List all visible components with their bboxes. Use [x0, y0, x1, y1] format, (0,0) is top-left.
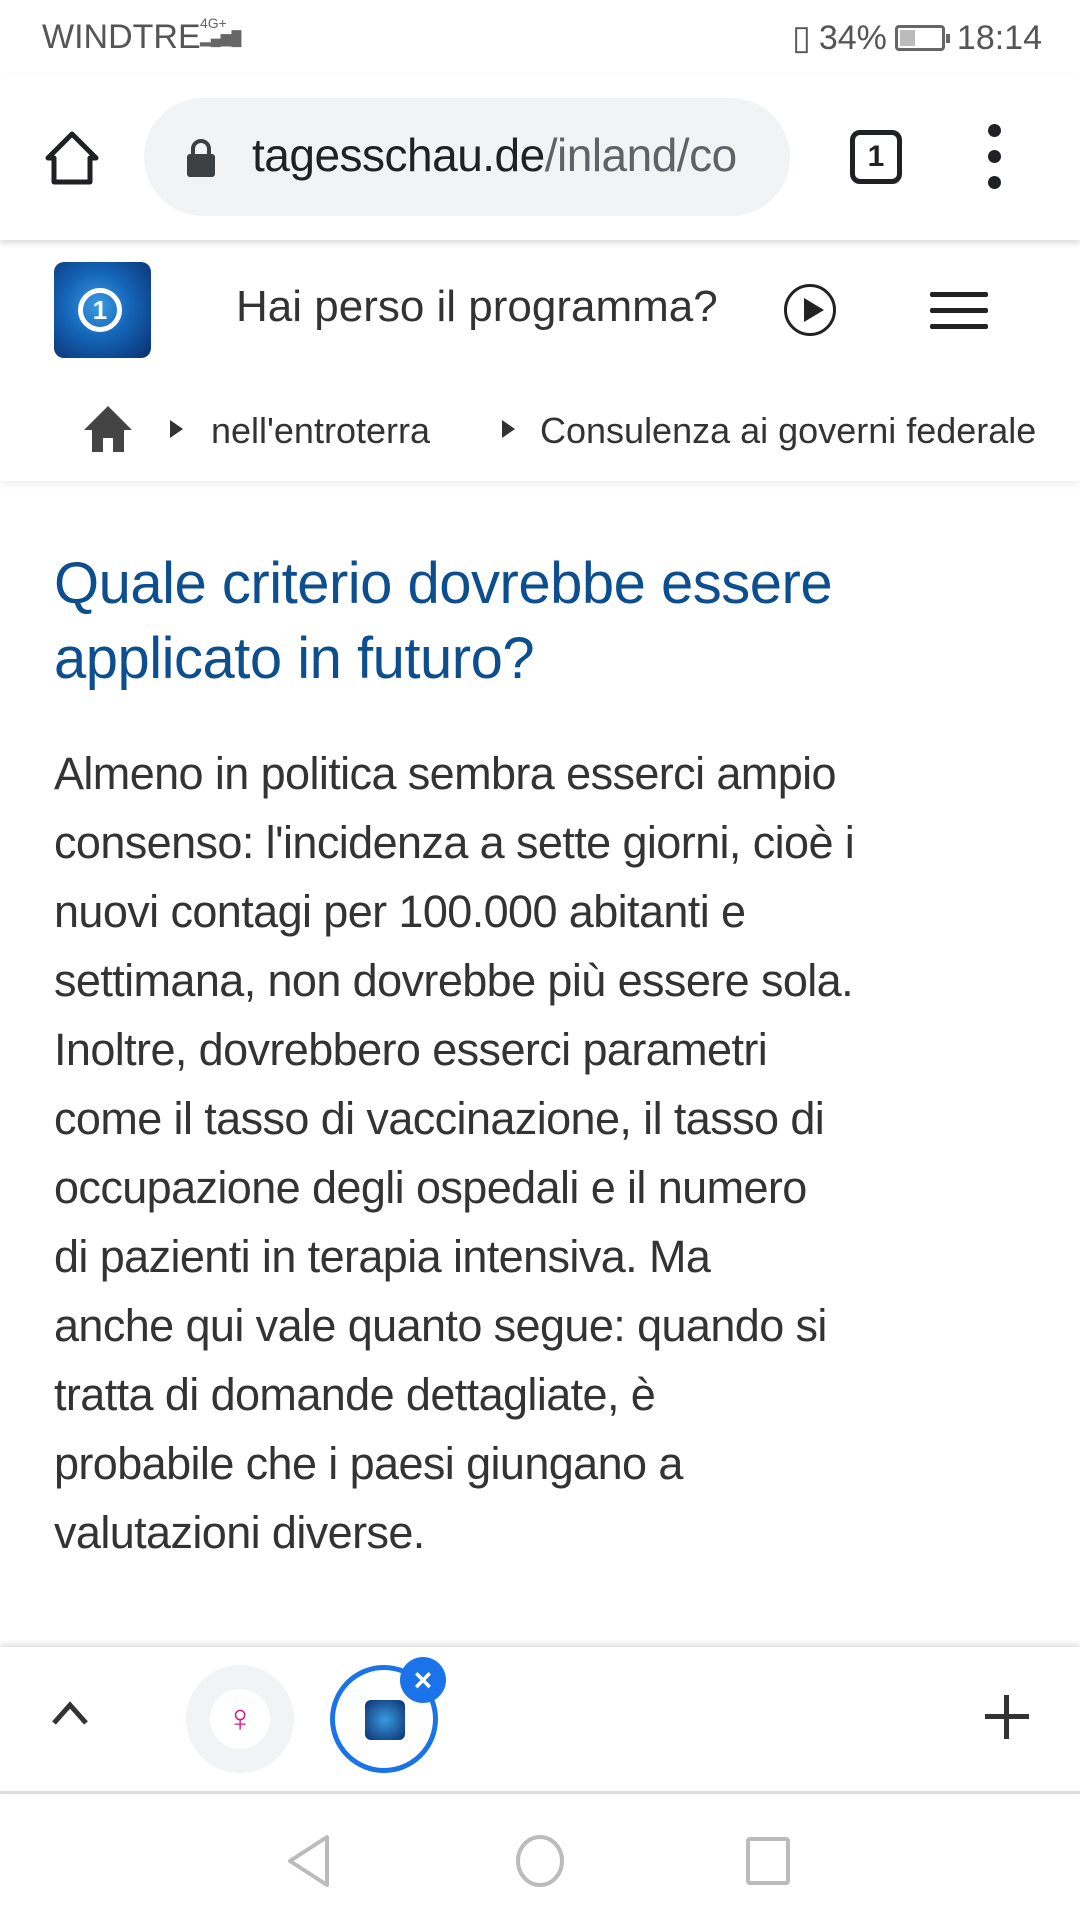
- android-nav-bar: [0, 1797, 1080, 1920]
- lock-icon: [186, 138, 216, 178]
- tab-strip: [0, 1647, 1080, 1794]
- recents-icon[interactable]: [745, 1836, 793, 1886]
- url-host: tagesschau.de: [252, 129, 545, 181]
- tab-switcher-button[interactable]: 1: [850, 130, 902, 184]
- tab-thumbnail[interactable]: [186, 1665, 294, 1773]
- missed-program-link[interactable]: Hai perso il programma?: [236, 282, 718, 331]
- url-bar[interactable]: [144, 98, 790, 216]
- browser-toolbar: [0, 74, 1080, 240]
- clock: 18:14: [956, 18, 1042, 57]
- breadcrumb-item[interactable]: nell'entroterra: [211, 410, 430, 451]
- status-bar: [0, 0, 1080, 74]
- carrier-label: WINDTRE: [42, 18, 201, 56]
- battery-percent: 34%: [818, 18, 887, 57]
- home-circle-icon[interactable]: [514, 1834, 566, 1888]
- tagesschau-favicon-icon: [365, 1700, 405, 1740]
- breadcrumb: [0, 400, 1080, 460]
- breadcrumb-item[interactable]: Consulenza ai governi federale: [540, 410, 1037, 451]
- signal-icon: 4G+ ▂▄▆█: [200, 15, 242, 46]
- chevron-up-icon[interactable]: [50, 1697, 90, 1727]
- chevron-right-icon: [170, 420, 183, 438]
- article-paragraph: Almeno in politica sembra esserci ampio consenso: l'incidenza a sette giorni, cioè i nuovi contagi per 100.000 abitanti e settimana, non dovrebbe più essere sola. Inoltre, dovrebbero esserci parametri come il tasso di vaccinazione, il tasso di occupazione degli ospedali e il numero di pazienti in terapia intensiva. Ma anche qui vale quanto segue: quando si tratta di domande dettagliate, è probabile che i paesi giungano a valutazioni diverse.: [54, 748, 855, 1558]
- close-tab-icon[interactable]: ×: [400, 1657, 446, 1703]
- site-header: [0, 240, 1080, 481]
- back-icon[interactable]: [285, 1834, 333, 1888]
- url-path: /inland/co: [544, 129, 737, 181]
- battery-icon: [895, 25, 945, 51]
- hamburger-menu-icon[interactable]: [930, 292, 988, 330]
- section-heading: Quale criterio dovrebbe essere applicato in futuro?: [54, 551, 833, 691]
- tagesschau-logo[interactable]: 1: [54, 262, 151, 358]
- vibrate-icon: ▯: [792, 19, 811, 57]
- play-icon[interactable]: [784, 284, 836, 336]
- breadcrumb-home-icon[interactable]: [82, 404, 134, 454]
- globe-favicon-icon: ♀: [210, 1689, 270, 1749]
- new-tab-plus-icon[interactable]: [985, 1695, 1029, 1739]
- chevron-right-icon: [502, 420, 515, 438]
- home-icon[interactable]: [44, 130, 100, 186]
- more-menu-icon[interactable]: [980, 122, 1010, 192]
